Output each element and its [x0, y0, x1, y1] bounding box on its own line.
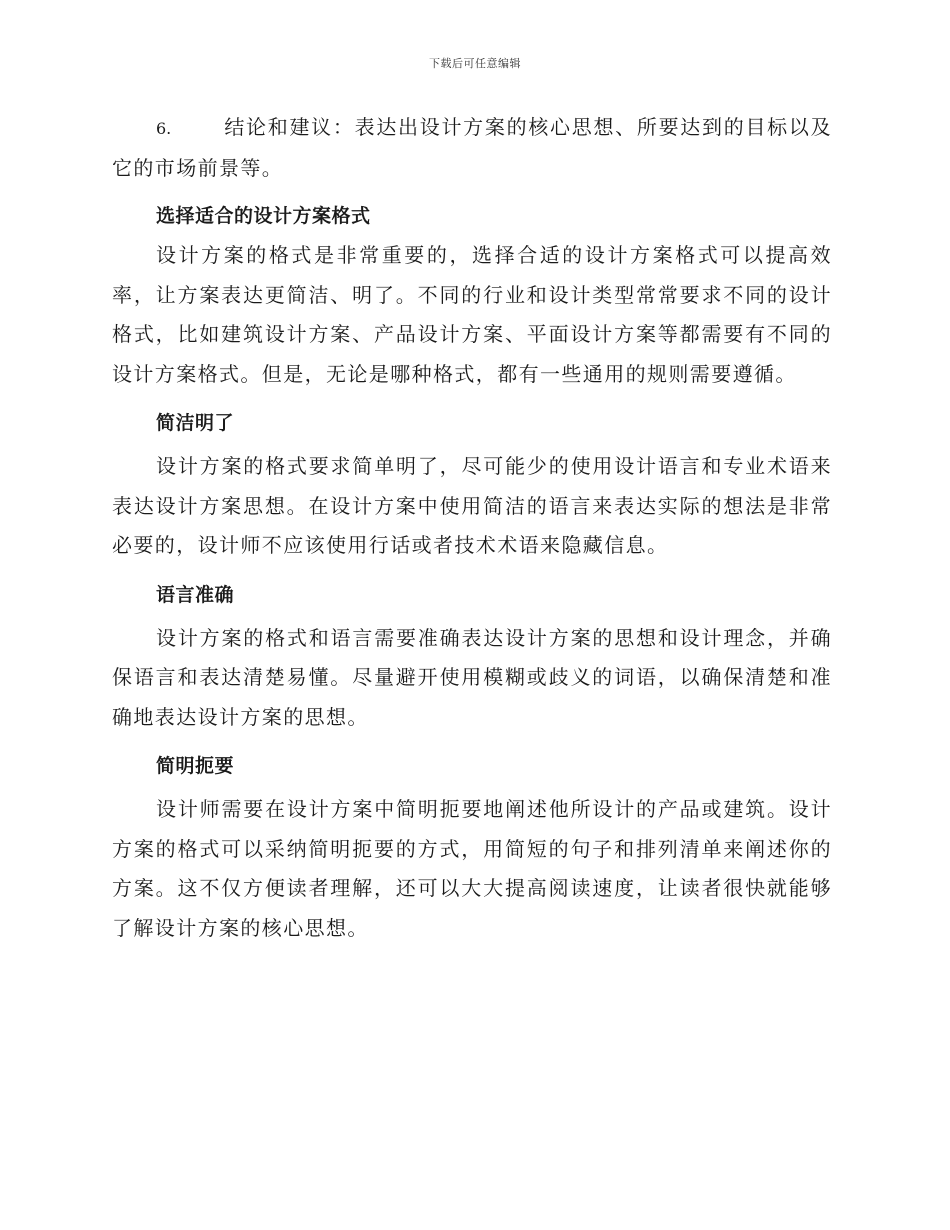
numbered-paragraph	[112, 108, 832, 188]
section-paragraph: 设计师需要在设计方案中简明扼要地阐述他所设计的产品或建筑。设计方案的格式可以采纳简明扼要的方式，用简短的句子和排列清单来阐述你的方案。这不仅方便读者理解，还可以大大提高阅读速度，让读者很快就能够了解设计方案的核心思想。	[112, 797, 832, 940]
section-paragraph: 设计方案的格式和语言需要准确表达设计方案的思想和设计理念，并确保语言和表达清楚易懂。尽量避开使用模糊或歧义的词语，以确保清楚和准确地表达设计方案的思想。	[112, 625, 832, 729]
section-paragraph: 设计方案的格式是非常重要的，选择合适的设计方案格式可以提高效率，让方案表达更简洁、明了。不同的行业和设计类型常常要求不同的设计格式，比如建筑设计方案、产品设计方案、平面设计方案等都需要有不同的设计方案格式。但是，无论是哪种格式，都有一些通用的规则需要遵循。	[112, 243, 832, 386]
section-heading: 简洁明了	[156, 412, 235, 434]
section-paragraph: 设计方案的格式要求简单明了，尽可能少的使用设计语言和专业术语来表达设计方案思想。在设计方案中使用简洁的语言来表达实际的想法是非常必要的，设计师不应该使用行话或者技术术语来隐藏信息。	[112, 454, 832, 557]
section-heading: 选择适合的设计方案格式	[156, 205, 371, 227]
document-body	[112, 108, 832, 948]
paragraph-text: 结论和建议：表达出设计方案的核心思想、所要达到的目标以及它的市场前景等。	[112, 115, 832, 180]
section-heading: 简明扼要	[156, 755, 235, 777]
page-header: 下载后可任意编辑	[429, 57, 521, 70]
list-number: 6.	[156, 119, 172, 138]
section-heading: 语言准确	[156, 583, 235, 606]
